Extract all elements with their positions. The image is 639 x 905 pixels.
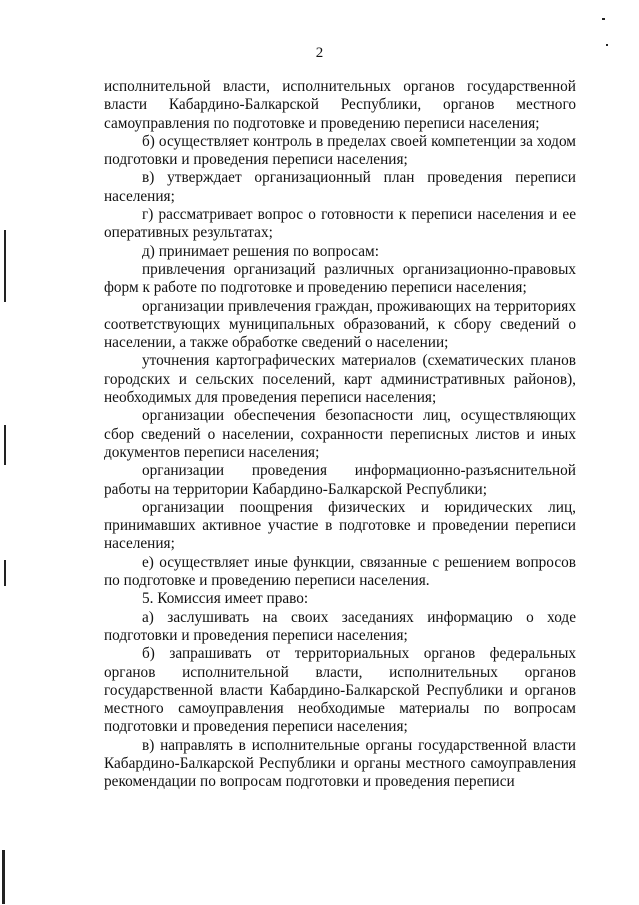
paragraph: 5. Комиссия имеет право:	[142, 590, 309, 608]
scan-edge-mark	[4, 425, 6, 465]
page-number: 2	[315, 45, 324, 61]
scan-edge-mark	[4, 230, 6, 302]
paragraph: д) принимает решения по вопросам:	[142, 242, 379, 260]
paragraph: в) утверждает организационный план проведения переписи населения;	[104, 169, 576, 205]
paragraph: а) заслушивать на своих заседаниях информацию о ходе подготовки и проведения переписи населения;	[104, 608, 576, 644]
scan-edge-mark	[2, 850, 5, 904]
paragraph: исполнительной власти, исполнительных органов государственной власти Кабардино-Балкарской Республики, органов местного самоуправления по подготовке и проведению переписи населения;	[104, 78, 576, 132]
document-body	[104, 78, 576, 792]
scan-speck	[602, 18, 605, 20]
paragraph: организации обеспечения безопасности лиц, осуществляющих сбор сведений о населении, сохранности переписных листов и иных документов переписи населения;	[104, 407, 576, 461]
paragraph: организации проведения информационно-разъяснительной работы на территории Кабардино-Балкарской Республики;	[104, 462, 576, 498]
paragraph: г) рассматривает вопрос о готовности к переписи населения и ее оперативных результатах;	[104, 206, 576, 242]
paragraph: организации поощрения физических и юридических лиц, принимавших активное участие в подготовке и проведении переписи населения;	[104, 498, 576, 553]
scan-speck	[606, 44, 608, 46]
paragraph: привлечения организаций различных организационно-правовых форм к работе по подготовке и проведению переписи населения;	[104, 260, 576, 297]
paragraph: б) осуществляет контроль в пределах своей компетенции за ходом подготовки и проведения переписи населения;	[104, 132, 576, 169]
paragraph: в) направлять в исполнительные органы государственной власти Кабардино-Балкарской Республики и органы местного самоуправления рекомендации по вопросам подготовки и проведения переписи	[104, 736, 576, 791]
paragraph: е) осуществляет иные функции, связанные с решением вопросов по подготовке и проведению переписи населения.	[104, 553, 576, 590]
paragraph: б) запрашивать от территориальных органов федеральных органов исполнительной власти, исполнительных органов государственной власти Кабардино-Балкарской Республики и органов местного самоуправления необходимые материалы по вопросам подготовки и проведения переписи населения;	[104, 645, 576, 736]
paragraph: уточнения картографических материалов (схематических планов городских и сельских поселений, карт административных районов), необходимых для проведения переписи населения;	[104, 352, 576, 407]
scan-edge-mark	[4, 560, 6, 586]
paragraph: организации привлечения граждан, проживающих на территориях соответствующих муниципальных образований, к сбору сведений о населении, а также обработке сведений о населении;	[104, 297, 576, 352]
